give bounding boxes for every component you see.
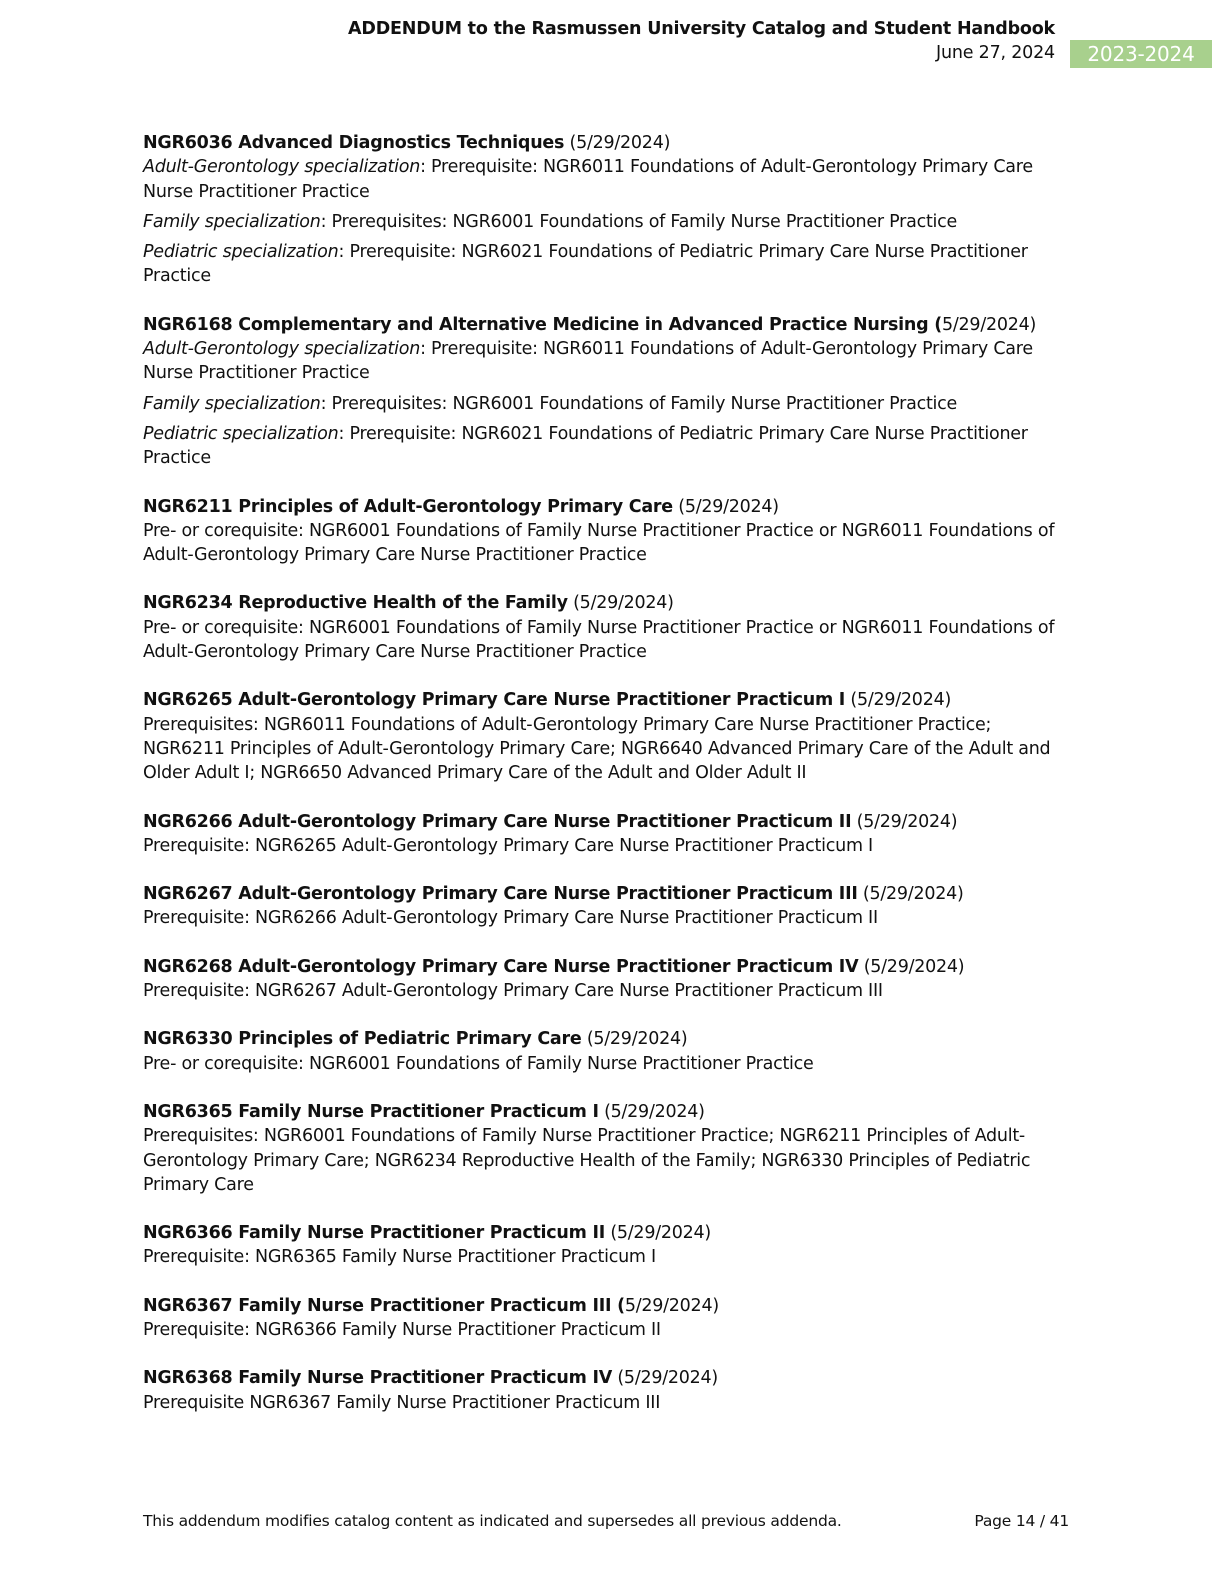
- prerequisite-text: : Prerequisite: NGR6011 Foundations of Adult-Gerontology Primary Care Nurse Practitioner Practice: [143, 157, 1033, 202]
- course-title: NGR6168 Complementary and Alternative Medicine in Advanced Practice Nursing (: [143, 314, 943, 335]
- addendum-date: June 27, 2024: [935, 43, 1055, 63]
- course-revision-date: 5/29/2024): [942, 314, 1037, 335]
- course-title: NGR6211 Principles of Adult-Gerontology Primary Care: [143, 496, 673, 517]
- course-heading: [143, 1294, 1073, 1318]
- prerequisite-line: [143, 979, 1073, 1003]
- prerequisite-line: [143, 1318, 1073, 1342]
- course-title: NGR6234 Reproductive Health of the Family: [143, 593, 568, 614]
- prerequisite-line: [143, 210, 1073, 234]
- course-heading: [143, 1100, 1073, 1124]
- course-revision-date: (5/29/2024): [856, 811, 958, 832]
- prerequisite-text: Prerequisites: NGR6011 Foundations of Adult-Gerontology Primary Care Nurse Practitioner Practice; NGR6211 Principles of Adult-Gerontology Primary Care; NGR6640 Advanced Primary Care of the Adult and Older Adult I; NGR6650 Advanced Primary Care of the Adult and Older Adult II: [143, 714, 1051, 784]
- prerequisite-line: [143, 155, 1073, 204]
- prerequisite-line: [143, 519, 1073, 568]
- course-title: NGR6365 Family Nurse Practitioner Practicum I: [143, 1101, 599, 1122]
- prerequisite-text: Prerequisites: NGR6001 Foundations of Family Nurse Practitioner Practice; NGR6211 Principles of Adult-Gerontology Primary Care; NGR6234 Reproductive Health of the Family; NGR6330 Principles of Pediatric Primary Care: [143, 1126, 1031, 1195]
- course-heading: [143, 495, 1073, 519]
- prerequisite-text: : Prerequisites: NGR6001 Foundations of Family Nurse Practitioner Practice: [320, 393, 958, 414]
- prerequisite-text: Prerequisite: NGR6267 Adult-Gerontology Primary Care Nurse Practitioner Practicum III: [143, 981, 883, 1002]
- course-heading: [143, 1027, 1073, 1051]
- prerequisite-line: [143, 337, 1073, 386]
- course-entry: [143, 688, 1073, 785]
- course-heading: [143, 1221, 1073, 1245]
- course-revision-date: (5/29/2024): [678, 496, 779, 517]
- prerequisite-line: [143, 713, 1073, 786]
- course-entry: [143, 1366, 1073, 1415]
- specialization-label: Pediatric specialization: [143, 423, 339, 444]
- course-title: NGR6036 Advanced Diagnostics Techniques: [143, 133, 565, 153]
- course-revision-date: (5/29/2024): [617, 1368, 718, 1389]
- specialization-label: Adult-Gerontology specialization: [143, 157, 421, 178]
- course-title: NGR6266 Adult-Gerontology Primary Care Nurse Practitioner Practicum II: [143, 811, 852, 832]
- course-revision-date: (5/29/2024): [610, 1223, 711, 1244]
- prerequisite-line: [143, 1124, 1073, 1197]
- prerequisite-text: Pre- or corequisite: NGR6001 Foundations of Family Nurse Practitioner Practice: [143, 1053, 814, 1074]
- prerequisite-line: [143, 1245, 1073, 1269]
- prerequisite-text: : Prerequisite: NGR6011 Foundations of Adult-Gerontology Primary Care Nurse Practitioner Practice: [143, 339, 1033, 384]
- course-entry: [143, 1027, 1073, 1076]
- prerequisite-text: : Prerequisites: NGR6001 Foundations of Family Nurse Practitioner Practice: [320, 211, 958, 232]
- course-entry: [143, 495, 1073, 568]
- course-title: NGR6265 Adult-Gerontology Primary Care Nurse Practitioner Practicum I: [143, 690, 846, 711]
- course-entry: [143, 882, 1073, 931]
- prerequisite-text: Pre- or corequisite: NGR6001 Foundations of Family Nurse Practitioner Practice or NGR6011 Foundations of Adult-Gerontology Primary Care Nurse Practitioner Practice: [143, 520, 1055, 566]
- course-revision-date: (5/29/2024): [850, 690, 952, 711]
- course-list: [143, 131, 1073, 1439]
- specialization-label: Family specialization: [143, 211, 321, 232]
- course-heading: [143, 882, 1073, 906]
- prerequisite-line: [143, 834, 1073, 858]
- prerequisite-text: Prerequisite NGR6367 Family Nurse Practitioner Practicum III: [143, 1392, 661, 1413]
- page-number: Page 14 / 41: [974, 1512, 1069, 1530]
- course-entry: [143, 810, 1073, 859]
- prerequisite-text: Prerequisite: NGR6366 Family Nurse Practitioner Practicum II: [143, 1319, 661, 1340]
- course-heading: [143, 955, 1073, 979]
- course-title: NGR6368 Family Nurse Practitioner Practicum IV: [143, 1368, 613, 1389]
- course-revision-date: (5/29/2024): [604, 1101, 705, 1122]
- course-title: NGR6366 Family Nurse Practitioner Practicum II: [143, 1223, 605, 1244]
- course-entry: [143, 1294, 1073, 1343]
- course-heading: [143, 313, 1073, 337]
- course-entry: [143, 1221, 1073, 1270]
- course-revision-date: 5/29/2024): [624, 1295, 719, 1316]
- specialization-label: Pediatric specialization: [143, 242, 339, 263]
- prerequisite-line: [143, 240, 1073, 289]
- course-revision-date: (5/29/2024): [586, 1029, 688, 1050]
- prerequisite-line: [143, 1391, 1073, 1415]
- course-heading: [143, 810, 1073, 834]
- addendum-title: ADDENDUM to the Rasmussen University Catalog and Student Handbook: [348, 19, 1055, 39]
- prerequisite-text: Prerequisite: NGR6365 Family Nurse Practitioner Practicum I: [143, 1247, 656, 1268]
- course-entry: [143, 591, 1073, 664]
- course-entry: [143, 955, 1073, 1004]
- catalog-year-badge: 2023-2024: [1070, 40, 1212, 68]
- course-title: NGR6330 Principles of Pediatric Primary Care: [143, 1029, 582, 1050]
- prerequisite-line: [143, 392, 1073, 416]
- prerequisite-text: : Prerequisite: NGR6021 Foundations of Pediatric Primary Care Nurse Practitioner Practice: [143, 423, 1028, 469]
- course-entry: [143, 1100, 1073, 1197]
- course-title: NGR6367 Family Nurse Practitioner Practicum III (: [143, 1295, 625, 1316]
- prerequisite-line: [143, 906, 1073, 930]
- prerequisite-text: Prerequisite: NGR6265 Adult-Gerontology Primary Care Nurse Practitioner Practicum I: [143, 835, 873, 856]
- course-revision-date: (5/29/2024): [863, 956, 965, 977]
- course-entry: [143, 131, 1073, 289]
- course-heading: [143, 688, 1073, 712]
- course-revision-date: (5/29/2024): [862, 884, 964, 905]
- course-revision-date: (5/29/2024): [569, 133, 671, 153]
- prerequisite-line: [143, 1052, 1073, 1076]
- prerequisite-text: : Prerequisite: NGR6021 Foundations of Pediatric Primary Care Nurse Practitioner Practice: [143, 242, 1028, 287]
- course-title: NGR6267 Adult-Gerontology Primary Care Nurse Practitioner Practicum III: [143, 884, 858, 905]
- course-heading: [143, 131, 1073, 155]
- footer-note: This addendum modifies catalog content as indicated and supersedes all previous addenda.: [143, 1512, 842, 1530]
- course-heading: [143, 591, 1073, 615]
- course-entry: [143, 313, 1073, 471]
- course-title: NGR6268 Adult-Gerontology Primary Care Nurse Practitioner Practicum IV: [143, 956, 859, 977]
- prerequisite-text: Prerequisite: NGR6266 Adult-Gerontology Primary Care Nurse Practitioner Practicum II: [143, 908, 878, 929]
- course-heading: [143, 1366, 1073, 1390]
- specialization-label: Adult-Gerontology specialization: [143, 339, 421, 360]
- prerequisite-text: Pre- or corequisite: NGR6001 Foundations of Family Nurse Practitioner Practice or NGR6011 Foundations of Adult-Gerontology Primary Care Nurse Practitioner Practice: [143, 617, 1055, 663]
- specialization-label: Family specialization: [143, 393, 321, 414]
- course-revision-date: (5/29/2024): [573, 593, 674, 614]
- prerequisite-line: [143, 616, 1073, 665]
- prerequisite-line: [143, 422, 1073, 471]
